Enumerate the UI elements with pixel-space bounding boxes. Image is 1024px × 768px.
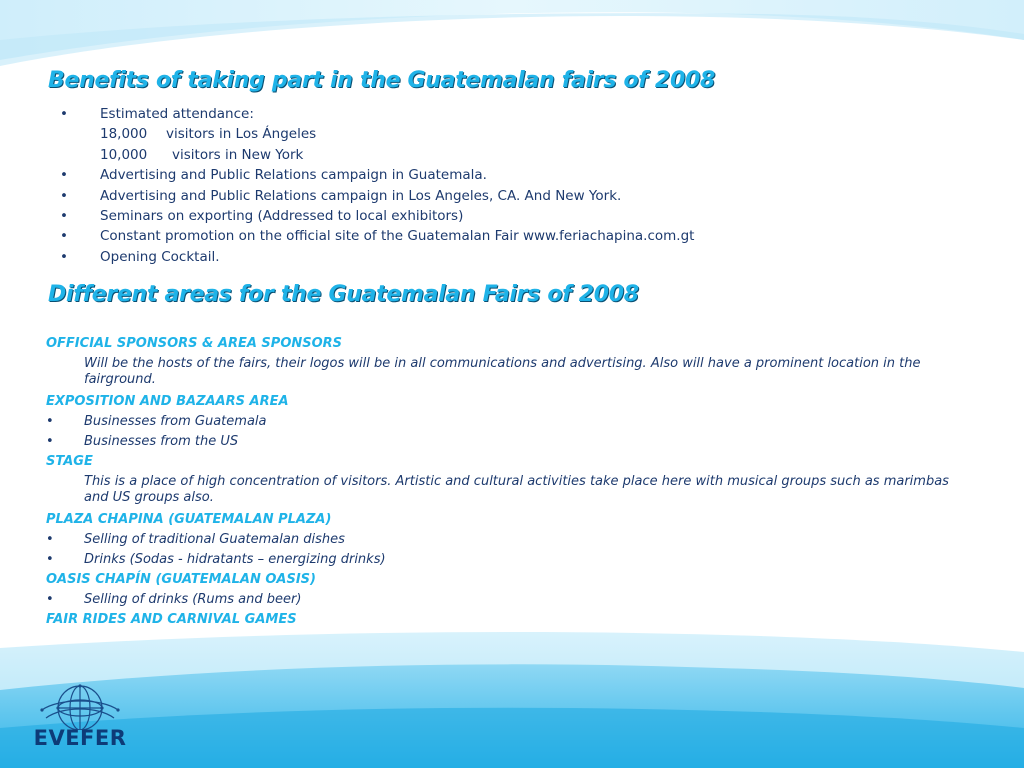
globe-icon (28, 678, 132, 730)
bullet: • (46, 592, 54, 607)
bullet: • (60, 228, 68, 245)
list-item (56, 104, 694, 124)
sponsors-description: Will be the hosts of the fairs, their logos will be in all communications and advertising. Also will have a prominent location in the fairground. (84, 356, 921, 387)
bullet: • (60, 248, 68, 265)
benefits-title: Benefits of taking part in the Guatemalan fairs of 2008 (48, 68, 715, 93)
bullet-text: Selling of traditional Guatemalan dishes (84, 532, 345, 547)
sponsors-heading: OFFICIAL SPONSORS & AREA SPONSORS (46, 336, 343, 351)
list-item (56, 247, 694, 267)
list-item-sub (56, 124, 694, 144)
areas-section (46, 334, 976, 630)
la-visitors-text: visitors in Los Ángeles (166, 126, 317, 143)
bullet: • (60, 167, 68, 184)
bullet-text: Seminars on exporting (Addressed to local exhibitors) (100, 207, 464, 224)
bullet: • (46, 532, 54, 547)
attendance-label: Estimated attendance: (100, 106, 254, 122)
list-item (46, 590, 976, 610)
stage-description: This is a place of high concentration of visitors. Artistic and cultural activities take place here with musical groups such as marimbas and US groups also. (84, 474, 949, 505)
areas-title: Different areas for the Guatemalan Fairs of 2008 (48, 282, 639, 307)
bullet-text: Constant promotion on the official site of the Guatemalan Fair www.feriachapina.com.gt (100, 228, 695, 245)
benefits-list (56, 104, 694, 267)
rides-heading: FAIR RIDES AND CARNIVAL GAMES (46, 612, 297, 627)
exposition-heading: EXPOSITION AND BAZAARS AREA (46, 394, 289, 409)
list-item (56, 186, 694, 206)
bullet-text: Drinks (Sodas - hidratants – energizing drinks) (84, 552, 386, 567)
list-item (56, 165, 694, 185)
bullet: • (60, 187, 68, 204)
list-item (56, 226, 694, 246)
list-item (46, 550, 976, 570)
oasis-heading: OASIS CHAPÍN (GUATEMALAN OASIS) (46, 572, 316, 587)
bullet: • (60, 207, 68, 224)
stage-heading: STAGE (46, 454, 93, 469)
ny-visitors-count: 10,000 (100, 146, 148, 163)
evefer-logo (28, 678, 132, 758)
list-item (46, 432, 976, 452)
list-item-sub (56, 145, 694, 165)
list-item (46, 412, 976, 432)
bullet-text: Advertising and Public Relations campaign in Guatemala. (100, 167, 487, 184)
list-item (46, 530, 976, 550)
list-item (56, 206, 694, 226)
bullet-text: Opening Cocktail. (100, 248, 220, 265)
bullet: • (46, 414, 54, 429)
bullet-text: Selling of drinks (Rums and beer) (84, 592, 302, 607)
bullet: • (46, 552, 54, 567)
logo-text: EVEFER (33, 726, 127, 750)
la-visitors-count: 18,000 (100, 126, 148, 143)
plaza-heading: PLAZA CHAPINA (GUATEMALAN PLAZA) (46, 512, 332, 527)
bullet-text: Businesses from the US (84, 434, 239, 449)
bullet-text: Advertising and Public Relations campaign in Los Angeles, CA. And New York. (100, 187, 622, 204)
bullet: • (60, 106, 68, 122)
ny-visitors-text: visitors in New York (172, 146, 304, 163)
bullet: • (46, 434, 54, 449)
bullet-text: Businesses from Guatemala (84, 414, 267, 429)
